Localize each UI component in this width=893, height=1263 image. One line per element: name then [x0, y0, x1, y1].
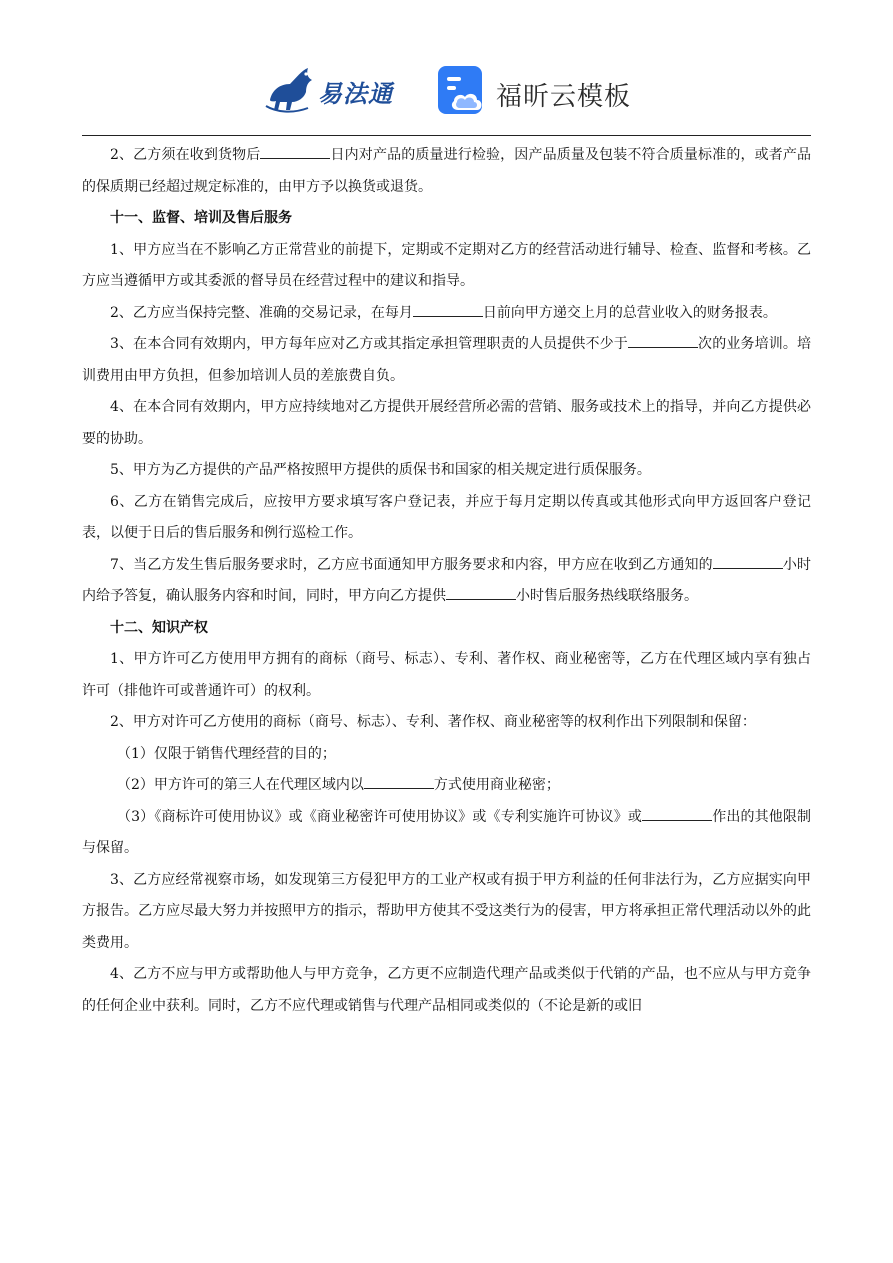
clause-11-7: 7、当乙方发生售后服务要求时，乙方应书面通知甲方服务要求和内容，甲方应在收到乙方通知的 小时内给予答复，确认服务内容和时间，同时，甲方向乙方提供 小时售后服务热线联络服务。: [82, 550, 811, 613]
cloud-document-icon: [436, 64, 488, 118]
fill-blank[interactable]: [748, 552, 783, 569]
clause-11-3: 3、在本合同有效期内，甲方每年应对乙方或其指定承担管理职责的人员提供不少于 次的业务培训。培训费用由甲方负担，但参加培训人员的差旅费自负。: [82, 329, 811, 392]
fill-blank[interactable]: [413, 300, 483, 317]
fill-blank[interactable]: [628, 331, 698, 348]
clause-12-2: 2、甲方对许可乙方使用的商标（商号、标志）、专利、著作权、商业秘密等的权利作出下列限制和保留：: [110, 714, 756, 730]
yifatong-brand-text: 易法通: [318, 80, 393, 108]
clause-11-4: 4、在本合同有效期内，甲方应持续地对乙方提供开展经营所必需的营销、服务或技术上的指导，并向乙方提供必要的协助。: [82, 399, 811, 447]
clause-12-2-1: （1）仅限于销售代理经营的目的；: [117, 745, 336, 762]
clause-12-4: 4、乙方不应与甲方或帮助他人与甲方竞争，乙方更不应制造代理产品或类似于代销的产品，也不应从与甲方竞争的任何企业中获利。同时，乙方不应代理或销售与代理产品相同或类似的（不论是新的或旧: [82, 966, 811, 1014]
clause-11-2: 2、乙方应当保持完整、准确的交易记录，在每月 日前向甲方递交上月的总营业收入的财务报表。: [82, 298, 811, 330]
fill-blank[interactable]: [364, 772, 434, 789]
qilin-icon: [262, 60, 322, 116]
clause-12-3: 3、乙方应经常视察市场，如发现第三方侵犯甲方的工业产权或有损于甲方利益的任何非法行为，乙方应据实向甲方报告。乙方应尽最大努力并按照甲方的指示，帮助甲方使其不受这类行为的侵害，甲方将承担正常代理活动以外的此类费用。: [82, 871, 811, 951]
paragraph-quality-inspection: 2、乙方须在收到货物后 日内对产品的质量进行检验，因产品质量及包装不符合质量标准的，或者产品的保质期已经超过规定标准的，由甲方予以换货或退货。: [82, 140, 811, 203]
yifatong-logo: [262, 58, 412, 118]
header-divider: [82, 135, 811, 136]
clause-12-1: 1、甲方许可乙方使用甲方拥有的商标（商号、标志）、专利、著作权、商业秘密等，乙方在代理区域内享有独占许可（排他许可或普通许可）的权利。: [82, 651, 811, 699]
clause-11-5: 5、甲方为乙方提供的产品严格按照甲方提供的质保书和国家的相关规定进行质保服务。: [110, 462, 651, 478]
clause-11-1: 1、甲方应当在不影响乙方正常营业的前提下，定期或不定期对乙方的经营活动进行辅导、检查、监督和考核。乙方应当遵循甲方或其委派的督导员在经营过程中的建议和指导。: [82, 241, 811, 289]
clause-11-6: 6、乙方在销售完成后，应按甲方要求填写客户登记表，并应于每月定期以传真或其他形式向甲方返回客户登记表，以便于日后的售后服务和例行巡检工作。: [82, 493, 811, 541]
fill-blank[interactable]: [446, 583, 516, 600]
clause-12-2-3: （3）《商标许可使用协议》或《商业秘密许可使用协议》或《专利实施许可协议》或 作出的其他限制与保留。: [82, 802, 811, 865]
fill-blank[interactable]: [260, 142, 330, 159]
clause-12-2-2: （2）甲方许可的第三人在代理区域内以 方式使用商业秘密；: [82, 770, 811, 802]
section-heading-12: 十二、知识产权: [110, 619, 208, 636]
fill-blank[interactable]: [713, 552, 748, 569]
contract-body: [82, 140, 811, 1022]
fill-blank[interactable]: [642, 804, 712, 821]
page-header: [0, 58, 893, 122]
foxit-brand-text: 福昕云模板: [496, 82, 632, 112]
section-heading-11: 十一、监督、培训及售后服务: [110, 210, 292, 226]
foxit-cloud-template-logo: [436, 64, 636, 120]
